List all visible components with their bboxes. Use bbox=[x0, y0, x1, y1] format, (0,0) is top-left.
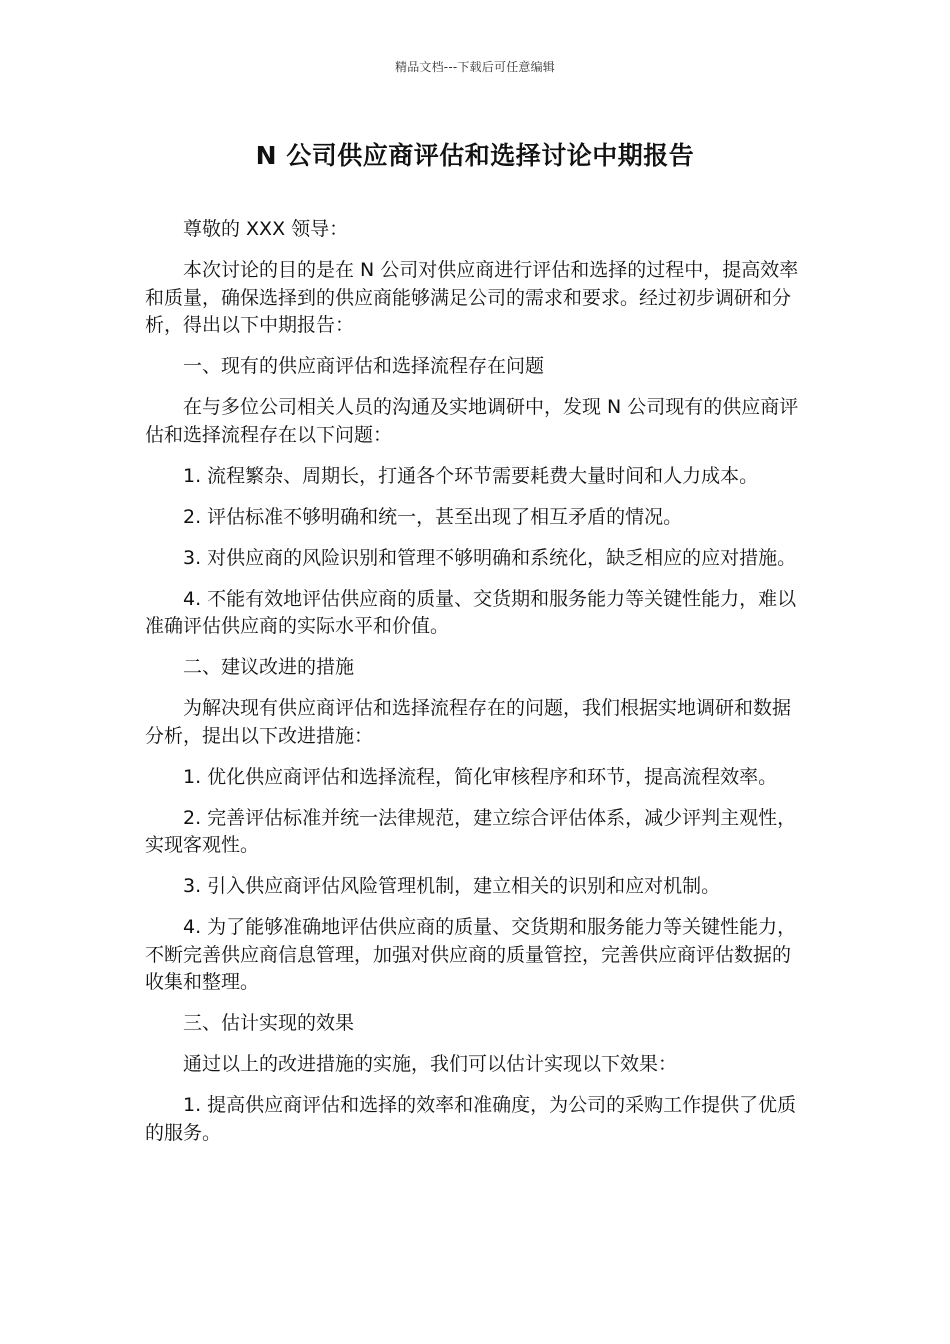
section-heading-measures: 二、建议改进的措施 bbox=[183, 656, 355, 678]
salutation: 尊敬的 XXX 领导： bbox=[183, 218, 349, 240]
list-item: 4. 为了能够准确地评估供应商的质量、交货期和服务能力等关键性能力，不断完善供应商信息管理，加强对供应商的质量管控，完善供应商评估数据的收集和整理。 bbox=[145, 916, 797, 993]
list-item: 4. 不能有效地评估供应商的质量、交货期和服务能力等关键性能力，难以准确评估供应商的实际水平和价值。 bbox=[145, 587, 797, 637]
section-heading-effects: 三、估计实现的效果 bbox=[183, 1012, 355, 1034]
document-body bbox=[145, 216, 805, 1161]
list-item: 2. 评估标准不够明确和统一，甚至出现了相互矛盾的情况。 bbox=[183, 505, 683, 528]
paragraph: 为解决现有供应商评估和选择流程存在的问题，我们根据实地调研和数据分析，提出以下改进措施： bbox=[145, 697, 792, 747]
intro-paragraph: 本次讨论的目的是在 N 公司对供应商进行评估和选择的过程中，提高效率和质量，确保选择到的供应商能够满足公司的需求和要求。经过初步调研和分析，得出以下中期报告： bbox=[145, 259, 799, 336]
list-item: 2. 完善评估标准并统一法律规范，建立综合评估体系，减少评判主观性，实现客观性。 bbox=[145, 806, 797, 856]
list-item: 3. 对供应商的风险识别和管理不够明确和系统化，缺乏相应的应对措施。 bbox=[183, 546, 797, 569]
document-title: N 公司供应商评估和选择讨论中期报告 bbox=[255, 141, 695, 170]
section-heading-problems: 一、现有的供应商评估和选择流程存在问题 bbox=[183, 355, 545, 377]
list-item: 3. 引入供应商评估风险管理机制，建立相关的识别和应对机制。 bbox=[183, 875, 721, 897]
list-item: 1. 优化供应商评估和选择流程，简化审核程序和环节，提高流程效率。 bbox=[183, 765, 778, 788]
page-header-note: 精品文档---下载后可任意编辑 bbox=[395, 60, 555, 74]
list-item: 1. 提高供应商评估和选择的效率和准确度，为公司的采购工作提供了优质的服务。 bbox=[145, 1094, 797, 1144]
paragraph: 在与多位公司相关人员的沟通及实地调研中，发现 N 公司现有的供应商评估和选择流程存在以下问题： bbox=[145, 396, 799, 446]
paragraph: 通过以上的改进措施的实施，我们可以估计实现以下效果： bbox=[183, 1053, 678, 1075]
list-item: 1. 流程繁杂、周期长，打通各个环节需要耗费大量时间和人力成本。 bbox=[183, 464, 759, 487]
